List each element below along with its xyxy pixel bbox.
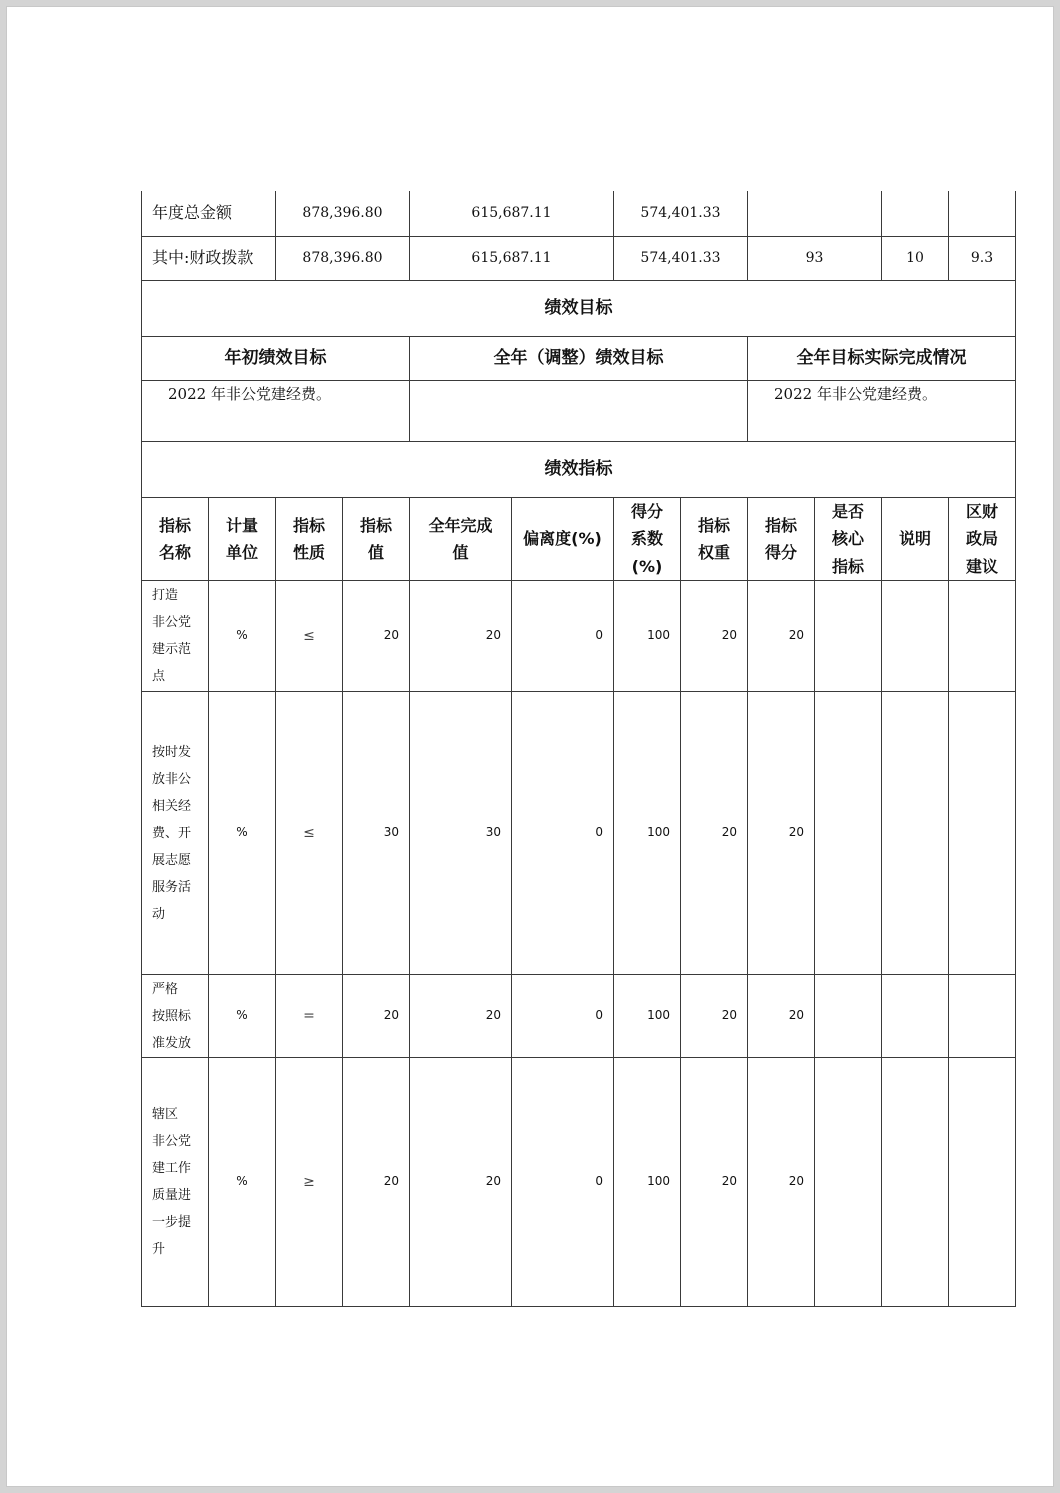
budget-full-year-budget — [409, 236, 614, 281]
indicator-deviation-text: 0 — [595, 1008, 603, 1023]
indicator-header — [511, 497, 614, 581]
adjusted-goal-header-text: 全年（调整）绩效目标 — [493, 348, 664, 369]
budget-score-text: 9.3 — [970, 250, 994, 267]
indicator-nature — [275, 1057, 343, 1307]
indicator-score — [747, 691, 815, 975]
indicator-deviation — [511, 580, 614, 692]
indicator-target-text: 20 — [383, 1174, 399, 1189]
indicator-target — [342, 1057, 410, 1307]
indicator-deviation — [511, 974, 614, 1058]
adjusted-goal-header — [409, 336, 748, 381]
indicator-coef — [613, 691, 681, 975]
indicator-coef — [613, 1057, 681, 1307]
indicator-header-text: 偏离度(%) — [523, 529, 602, 549]
indicator-unit — [208, 1057, 276, 1307]
indicator-actual-text: 20 — [485, 628, 501, 643]
indicator-score-text: 20 — [788, 1008, 804, 1023]
indicators-section-title-text: 绩效指标 — [544, 459, 613, 480]
indicator-header — [881, 497, 949, 581]
indicator-name-text: 按时发 放非公 相关经 费、开 展志愿 服务活 动 — [152, 744, 192, 922]
indicator-score — [747, 580, 815, 692]
indicator-target-text: 20 — [383, 628, 399, 643]
indicator-unit-text: % — [236, 1174, 248, 1189]
indicator-score — [747, 974, 815, 1058]
indicator-core — [814, 691, 882, 975]
indicator-coef-text: 100 — [647, 628, 670, 643]
budget-weight — [881, 236, 949, 281]
indicator-header-text: 计量 单位 — [225, 515, 258, 562]
goals-section-title — [141, 280, 1016, 337]
initial-goal-header-text: 年初绩效目标 — [224, 348, 327, 369]
indicator-actual-text: 30 — [485, 825, 501, 840]
indicator-header-text: 指标 得分 — [764, 515, 797, 562]
indicator-weight-text: 20 — [721, 628, 737, 643]
indicator-weight — [680, 974, 748, 1058]
indicator-weight-text: 20 — [721, 1174, 737, 1189]
indicator-weight-text: 20 — [721, 1008, 737, 1023]
budget-exec-rate — [747, 236, 882, 281]
indicator-header — [680, 497, 748, 581]
indicator-coef-text: 100 — [647, 1174, 670, 1189]
indicator-header — [409, 497, 512, 581]
budget-score — [948, 236, 1016, 281]
indicator-core — [814, 580, 882, 692]
indicator-score — [747, 1057, 815, 1307]
budget-annual-budget-text: 878,396.80 — [302, 205, 383, 222]
indicator-target — [342, 580, 410, 692]
indicator-header-text: 指标 性质 — [292, 515, 325, 562]
budget-weight-text: 10 — [906, 250, 924, 267]
budget-executed-text: 574,401.33 — [640, 205, 721, 222]
indicator-actual — [409, 580, 512, 692]
budget-full-year-budget-text: 615,687.11 — [471, 205, 552, 222]
budget-annual-budget — [275, 236, 410, 281]
indicator-nature — [275, 691, 343, 975]
indicator-weight-text: 20 — [721, 825, 737, 840]
budget-weight — [881, 191, 949, 237]
indicator-name — [141, 580, 209, 692]
indicator-deviation-text: 0 — [595, 628, 603, 643]
indicator-advice — [948, 974, 1016, 1058]
indicator-header — [948, 497, 1016, 581]
budget-annual-budget-text: 878,396.80 — [302, 250, 383, 267]
budget-label — [141, 236, 276, 281]
indicator-nature-text: ≤ — [303, 824, 315, 841]
indicator-header — [814, 497, 882, 581]
indicator-weight — [680, 580, 748, 692]
indicator-name-text: 打造 非公党 建示范 点 — [152, 588, 192, 684]
actual-goal-header — [747, 336, 1016, 381]
indicator-score-text: 20 — [788, 628, 804, 643]
goals-section-title-text: 绩效目标 — [544, 298, 613, 319]
budget-label-text: 年度总金额 — [152, 203, 233, 223]
indicator-deviation — [511, 1057, 614, 1307]
indicator-name — [141, 1057, 209, 1307]
indicator-header-text: 得分 系数 (%) — [630, 502, 663, 576]
indicator-actual-text: 20 — [485, 1008, 501, 1023]
indicator-header-text: 指标 名称 — [158, 515, 191, 562]
indicator-target — [342, 691, 410, 975]
indicator-actual — [409, 691, 512, 975]
indicator-header — [141, 497, 209, 581]
indicator-unit-text: % — [236, 1008, 248, 1023]
indicator-score-text: 20 — [788, 825, 804, 840]
indicator-core — [814, 1057, 882, 1307]
indicator-deviation — [511, 691, 614, 975]
indicator-name — [141, 691, 209, 975]
initial-goal-header — [141, 336, 410, 381]
indicator-header — [208, 497, 276, 581]
budget-annual-budget — [275, 191, 410, 237]
budget-score — [948, 191, 1016, 237]
indicator-name-text: 严格 按照标 准发放 — [152, 981, 192, 1051]
indicator-weight — [680, 691, 748, 975]
budget-label — [141, 191, 276, 237]
budget-exec-rate — [747, 191, 882, 237]
indicator-actual-text: 20 — [485, 1174, 501, 1189]
budget-executed — [613, 236, 748, 281]
indicator-header-text: 指标 权重 — [697, 515, 730, 562]
indicator-weight — [680, 1057, 748, 1307]
indicator-nature-text: ≥ — [303, 1173, 315, 1190]
indicator-unit — [208, 974, 276, 1058]
actual-goal-value — [747, 380, 1016, 442]
indicator-advice — [948, 1057, 1016, 1307]
indicator-header — [613, 497, 681, 581]
indicator-header — [342, 497, 410, 581]
indicator-nature-text: ≤ — [303, 627, 315, 644]
indicator-nature — [275, 580, 343, 692]
indicator-target — [342, 974, 410, 1058]
actual-goal-header-text: 全年目标实际完成情况 — [796, 348, 967, 369]
indicator-header-text: 区财 政局 建议 — [965, 502, 998, 576]
indicator-advice — [948, 580, 1016, 692]
indicator-nature — [275, 974, 343, 1058]
indicator-note — [881, 1057, 949, 1307]
indicator-actual — [409, 1057, 512, 1307]
indicator-target-text: 20 — [383, 1008, 399, 1023]
budget-executed-text: 574,401.33 — [640, 250, 721, 267]
initial-goal-value-text: 2022 年非公党建经费。 — [168, 385, 331, 403]
indicator-advice — [948, 691, 1016, 975]
indicator-coef-text: 100 — [647, 825, 670, 840]
budget-exec-rate-text: 93 — [805, 250, 824, 267]
indicator-nature-text: = — [303, 1007, 315, 1024]
indicator-name-text: 辖区 非公党 建工作 质量进 一步提 升 — [152, 1107, 192, 1257]
indicator-unit-text: % — [236, 825, 248, 840]
actual-goal-value-text: 2022 年非公党建经费。 — [774, 385, 937, 403]
indicator-coef-text: 100 — [647, 1008, 670, 1023]
budget-label-text: 其中:财政拨款 — [152, 248, 254, 268]
indicator-score-text: 20 — [788, 1174, 804, 1189]
indicator-note — [881, 580, 949, 692]
indicator-note — [881, 691, 949, 975]
adjusted-goal-value — [409, 380, 748, 442]
indicator-coef — [613, 580, 681, 692]
indicator-deviation-text: 0 — [595, 1174, 603, 1189]
budget-executed — [613, 191, 748, 237]
budget-full-year-budget — [409, 191, 614, 237]
indicator-core — [814, 974, 882, 1058]
indicator-unit-text: % — [236, 628, 248, 643]
indicator-name — [141, 974, 209, 1058]
indicator-unit — [208, 691, 276, 975]
indicator-coef — [613, 974, 681, 1058]
indicator-header — [747, 497, 815, 581]
indicator-header-text: 是否 核心 指标 — [831, 502, 864, 576]
indicators-section-title — [141, 441, 1016, 498]
indicator-header-text: 指标 值 — [359, 515, 392, 562]
indicator-header — [275, 497, 343, 581]
initial-goal-value — [141, 380, 410, 442]
indicator-header-text: 说明 — [898, 529, 931, 549]
indicator-unit — [208, 580, 276, 692]
indicator-actual — [409, 974, 512, 1058]
indicator-deviation-text: 0 — [595, 825, 603, 840]
budget-full-year-budget-text: 615,687.11 — [471, 250, 552, 267]
indicator-header-text: 全年完成 值 — [428, 515, 493, 562]
indicator-target-text: 30 — [383, 825, 399, 840]
indicator-note — [881, 974, 949, 1058]
